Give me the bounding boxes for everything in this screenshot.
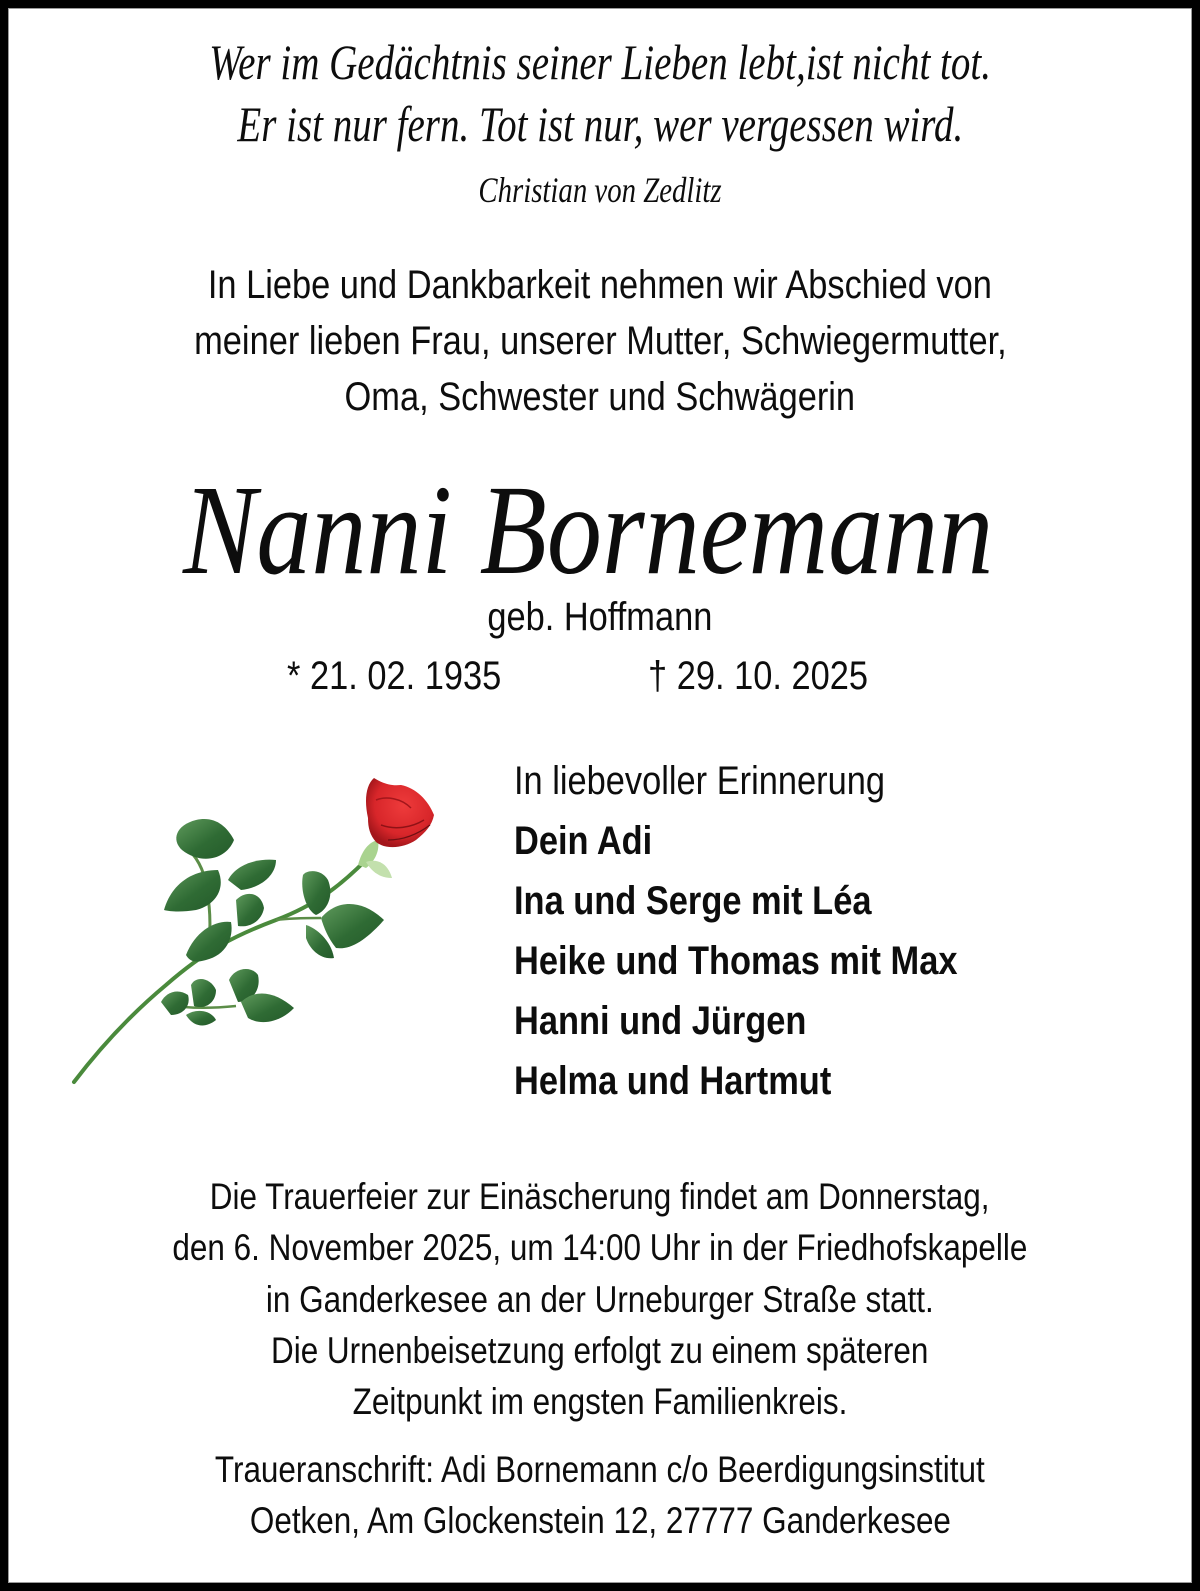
- ceremony-line-5: [0, 1383, 1200, 1420]
- address-text: Traueranschrift: Adi Bornemann c/o Beerdigungsinstitut: [215, 1449, 985, 1490]
- ceremony-text: den 6. November 2025, um 14:00 Uhr in der Friedhofskapelle: [172, 1227, 1028, 1268]
- mourner-name: Dein Adi: [514, 819, 653, 863]
- quote-author-text: Christian von Zedlitz: [478, 170, 722, 210]
- ceremony-text: in Ganderkesee an der Urneburger Straße statt.: [266, 1279, 934, 1320]
- ceremony-line-3: [0, 1281, 1200, 1318]
- ceremony-text: Die Urnenbeisetzung erfolgt zu einem späteren: [271, 1330, 929, 1371]
- quote-text: Wer im Gedächtnis seiner Lieben lebt,ist nicht tot.: [209, 34, 991, 90]
- ceremony-line-2: [0, 1229, 1200, 1266]
- death-date: [648, 656, 904, 696]
- intro-text: In Liebe und Dankbarkeit nehmen wir Abschied von: [207, 263, 993, 307]
- mourner-item: [514, 821, 675, 861]
- ceremony-text: Zeitpunkt im engsten Familienkreis.: [352, 1381, 848, 1422]
- mourner-name: Heike und Thomas mit Max: [514, 939, 958, 983]
- intro-line-3: [0, 377, 1200, 417]
- ceremony-line-4: [0, 1332, 1200, 1369]
- intro-line-1: [0, 265, 1200, 305]
- quote-line-2: [0, 96, 1200, 152]
- intro-text: meiner lieben Frau, unserer Mutter, Schwiegermutter,: [193, 319, 1007, 363]
- quote-line-1: [0, 34, 1200, 90]
- ceremony-text: Die Trauerfeier zur Einäscherung findet am Donnerstag,: [210, 1176, 990, 1217]
- mourners-heading: [514, 761, 945, 801]
- ceremony-line-1: [0, 1178, 1200, 1215]
- death-date-text: † 29. 10. 2025: [648, 654, 868, 698]
- mourner-name: Hanni und Jürgen: [514, 999, 807, 1043]
- mourner-item: [514, 1061, 883, 1101]
- birth-date-text: * 21. 02. 1935: [287, 654, 502, 698]
- mourner-item: [514, 941, 1030, 981]
- mourners-heading-text: In liebevoller Erinnerung: [514, 759, 885, 803]
- intro-text: Oma, Schwester und Schwägerin: [344, 375, 856, 419]
- maiden-name: [0, 597, 1200, 637]
- mourner-name: Helma und Hartmut: [514, 1059, 832, 1103]
- address-text: Oetken, Am Glockenstein 12, 27777 Ganderkesee: [249, 1500, 951, 1541]
- quote-text: Er ist nur fern. Tot ist nur, wer vergessen wird.: [237, 96, 963, 152]
- deceased-name: [0, 459, 1188, 601]
- address-line-2: [0, 1502, 1200, 1539]
- birth-date: [287, 656, 536, 696]
- mourner-name: Ina und Serge mit Léa: [514, 879, 872, 923]
- intro-line-2: [0, 321, 1200, 361]
- mourner-item: [514, 1001, 854, 1041]
- maiden-name-text: geb. Hoffmann: [487, 595, 713, 639]
- red-rose-icon: [66, 770, 446, 1090]
- quote-author: [0, 172, 1200, 208]
- address-line-1: [0, 1451, 1200, 1488]
- mourner-item: [514, 881, 930, 921]
- deceased-name-text: Nanni Bornemann: [182, 459, 994, 601]
